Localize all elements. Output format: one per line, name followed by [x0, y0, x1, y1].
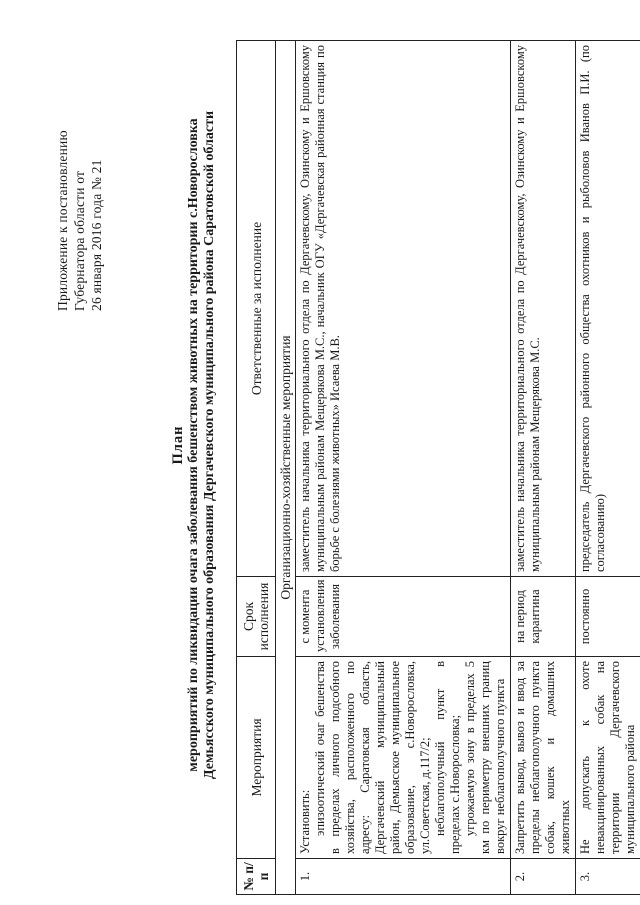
plan-table [236, 40, 640, 895]
measure-paragraph-3: угрожаемую зону в пределах 5 км по периметру внешних границ вокруг неблагополучного пункта [463, 661, 507, 854]
table-row [511, 41, 576, 895]
row-measure: Запретить вывод, вывоз и ввод за пределы неблагополучного пункта собак, кошек и домашних животных [511, 657, 576, 859]
row-term: постоянно [576, 577, 640, 657]
table-row [576, 41, 640, 895]
row-responsible: заместитель начальника территориального отдела по Дергачевскому, Озинскому и Ершовскому муниципальным районам Мещерякова М.С., начальник ОГУ «Дергачевская районная станция по борьбе с болезнями животных» Исаева М.В. [296, 41, 511, 577]
row-number: 2. [511, 859, 576, 895]
header-measures: Мероприятия [237, 657, 276, 859]
measure-lead: Установить: [298, 789, 312, 854]
document-subtitle-line-2: Демьясского муниципального образования Дергачевского муниципального района Саратовской области [202, 110, 217, 780]
row-responsible: заместитель начальника территориального отдела по Дергачевскому, Озинскому и Ершовскому муниципальным районам Мещерякова М.С. [511, 41, 576, 577]
document-subtitle-line-1: мероприятий по ликвидации очага заболевания бешенством животных на территории с.Новорословка [186, 118, 201, 772]
table-row [296, 41, 511, 895]
row-responsible: председатель Дергачевского районного общества охотников и рыболовов Иванов П.И. (по согласованию) [576, 41, 640, 577]
table-header-row [237, 41, 276, 895]
row-number: 1. [296, 859, 511, 895]
row-number: 3. [576, 859, 640, 895]
header-num: № п/п [237, 859, 276, 895]
header-term: Срок исполнения [237, 577, 276, 657]
row-term: на период карантина [511, 577, 576, 657]
appendix-line-1: Приложение к постановлению [55, 130, 70, 311]
row-measure: Не допускать к охоте невакцинированных собак на территории Дергачевского муниципального района [576, 657, 640, 859]
section-title: Организационно-хозяйственные мероприятия [276, 41, 296, 895]
measure-paragraph-2: неблагополучный пункт в пределах с.Новорословка; [433, 661, 462, 854]
appendix-line-2: Губернатора области от [72, 170, 87, 311]
row-measure [296, 657, 511, 859]
appendix-line-3: 26 января 2016 года № 21 [89, 159, 104, 311]
appendix-note [54, 11, 105, 311]
measure-paragraph-1: эпизоотический очаг бешенства в пределах личного подсобного хозяйства, расположенного по адресу: Саратовская область, Дергачевский муниципальный район, Демьясское муниципальное образование, с.Новорословка, ул.Советская, д.117/2; [313, 661, 432, 854]
header-responsible: Ответственные за исполнение [237, 41, 276, 577]
section-row [276, 41, 296, 895]
document-title: План [170, 425, 186, 465]
row-term: с момента установления заболевания [296, 577, 511, 657]
